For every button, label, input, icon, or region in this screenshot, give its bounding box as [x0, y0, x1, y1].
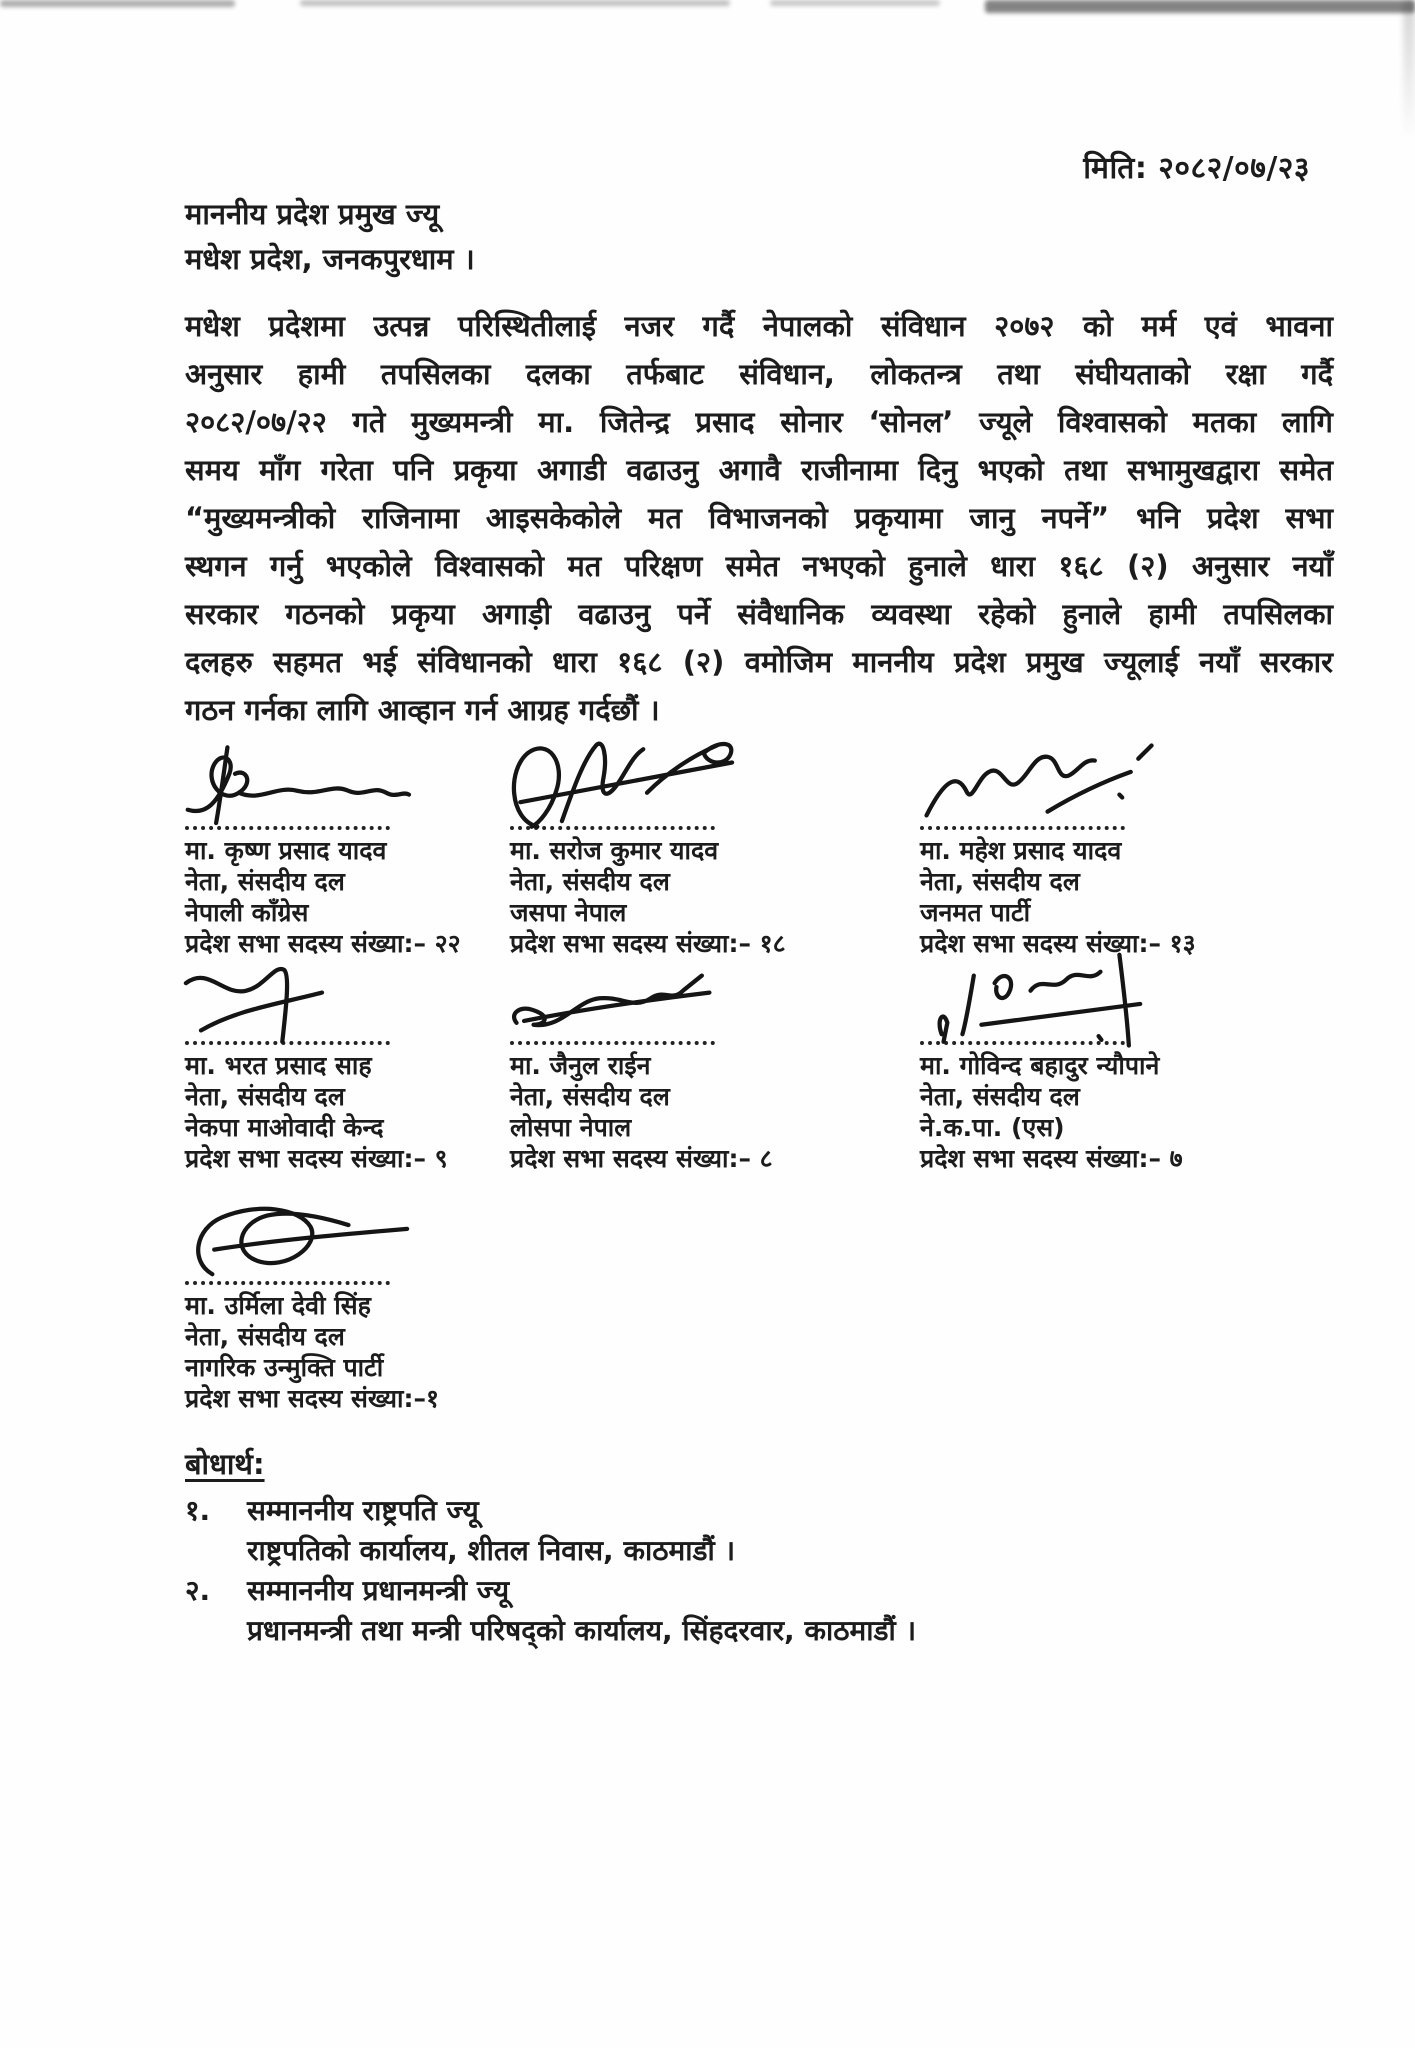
- cc-item-number: २.: [185, 1574, 211, 1607]
- signatory-block-lsp-nepal: [510, 955, 890, 1174]
- scan-artifact: [1403, 0, 1415, 140]
- signature-area: [920, 955, 1300, 1041]
- handwritten-signature-icon: [177, 951, 467, 1055]
- signatory-party: जनमत पार्टी: [920, 898, 1031, 927]
- cc-item-line: सम्माननीय राष्ट्रपति ज्यू: [247, 1494, 479, 1527]
- signatory-seats: प्रदेश सभा सदस्य संख्या:–१: [185, 1384, 439, 1413]
- signatory-name: मा. सरोज कुमार यादव: [510, 836, 719, 865]
- signatory-party: नागरिक उन्मुक्ति पार्टी: [185, 1353, 384, 1382]
- scan-artifact: [0, 0, 235, 7]
- scan-artifact: [985, 0, 1415, 13]
- cc-item: [185, 1491, 916, 1571]
- signature-area: [185, 1195, 565, 1281]
- signatory-seats: प्रदेश सभा सदस्य संख्या:– २२: [185, 929, 461, 958]
- handwritten-signature-icon: [177, 736, 467, 840]
- cc-heading: बोधार्थ:: [185, 1447, 265, 1481]
- signature-area: [510, 740, 890, 826]
- scan-artifact: [300, 0, 730, 6]
- signatory-name: मा. भरत प्रसाद साह: [185, 1051, 372, 1080]
- letter-body: [185, 302, 1333, 734]
- body-line: सरकार गठनको प्रकृया अगाड़ी वढाउनु पर्ने संवैधानिक व्यवस्था रहेको हुनाले हामी तपसिलका: [185, 597, 1333, 631]
- body-line: २०८२/०७/२२ गते मुख्यमन्त्री मा. जितेन्द्र प्रसाद सोनार ‘सोनल’ ज्यूले विश्वासको मतका लागि: [185, 405, 1333, 439]
- body-line: दलहरु सहमत भई संविधानको धारा १६८ (२) वमोजिम माननीय प्रदेश प्रमुख ज्यूलाई नयाँ सरकार: [185, 645, 1333, 679]
- cc-item: [185, 1571, 916, 1651]
- addressee-block: [185, 192, 475, 282]
- signatory-seats: प्रदेश सभा सदस्य संख्या:– ७: [920, 1144, 1183, 1173]
- body-line: अनुसार हामी तपसिलका दलका तर्फबाट संविधान, लोकतन्त्र तथा संघीयताको रक्षा गर्दै: [185, 357, 1333, 391]
- signatory-seats: प्रदेश सभा सदस्य संख्या:– ८: [510, 1144, 773, 1173]
- signatory-role: नेता, संसदीय दल: [920, 867, 1080, 896]
- cc-section: [185, 1444, 916, 1651]
- signatory-role: नेता, संसदीय दल: [510, 1082, 670, 1111]
- addressee-location: मधेश प्रदेश, जनकपुरधाम ।: [185, 242, 475, 276]
- signatory-name: मा. उर्मिला देवी सिंह: [185, 1291, 371, 1320]
- body-line: स्थगन गर्नु भएकोले विश्वासको मत परिक्षण समेत नभएको हुनाले धारा १६८ (२) अनुसार नयाँ: [185, 549, 1333, 583]
- signatory-role: नेता, संसदीय दल: [920, 1082, 1080, 1111]
- signatory-seats: प्रदेश सभा सदस्य संख्या:– १८: [510, 929, 786, 958]
- handwritten-signature-icon: [912, 951, 1202, 1055]
- signatory-role: नेता, संसदीय दल: [185, 867, 345, 896]
- signatory-party: ने.क.पा. (एस): [920, 1113, 1065, 1142]
- signatory-name: मा. जैनुल राईन: [510, 1051, 651, 1080]
- signatory-name: मा. महेश प्रसाद यादव: [920, 836, 1122, 865]
- scan-artifact: [770, 0, 940, 6]
- signatory-name: मा. गोविन्द बहादुर न्यौपाने: [920, 1051, 1160, 1080]
- signatory-party: नेपाली काँग्रेस: [185, 898, 309, 927]
- signatory-seats: प्रदेश सभा सदस्य संख्या:– १३: [920, 929, 1196, 958]
- signatory-role: नेता, संसदीय दल: [510, 867, 670, 896]
- cc-item-line: सम्माननीय प्रधानमन्त्री ज्यू: [247, 1574, 510, 1607]
- signature-area: [510, 955, 890, 1041]
- body-line: मधेश प्रदेशमा उत्पन्न परिस्थितीलाई नजर गर्दै नेपालको संविधान २०७२ को मर्म एवं भावना: [185, 309, 1333, 343]
- handwritten-signature-icon: [912, 736, 1202, 840]
- signatory-block-cpn-s: [920, 955, 1300, 1174]
- cc-item-line: प्रधानमन्त्री तथा मन्त्री परिषद्को कार्यालय, सिंहदरवार, काठमाडौं ।: [247, 1614, 917, 1647]
- signatory-block-nagarik-unmukti: [185, 1195, 565, 1414]
- signatory-party: लोसपा नेपाल: [510, 1113, 632, 1142]
- signature-area: [920, 740, 1300, 826]
- cc-item-line: राष्ट्रपतिको कार्यालय, शीतल निवास, काठमाडौं ।: [247, 1534, 736, 1567]
- cc-item-text: [247, 1491, 735, 1571]
- signatory-name: मा. कृष्ण प्रसाद यादव: [185, 836, 387, 865]
- cc-item-number: १.: [185, 1494, 211, 1527]
- cc-item-text: [247, 1571, 916, 1651]
- signatory-block-janamat-party: [920, 740, 1300, 959]
- signatory-party: नेकपा माओवादी केन्द: [185, 1113, 384, 1142]
- signatory-role: नेता, संसदीय दल: [185, 1322, 345, 1351]
- addressee-title: माननीय प्रदेश प्रमुख ज्यू: [185, 197, 440, 231]
- signatory-seats: प्रदेश सभा सदस्य संख्या:– ९: [185, 1144, 448, 1173]
- body-line: गठन गर्नका लागि आव्हान गर्न आग्रह गर्दछौं ।: [185, 693, 660, 727]
- handwritten-signature-icon: [502, 736, 792, 840]
- letter-date: मिति: २०८२/०७/२३: [1083, 151, 1310, 186]
- signatory-role: नेता, संसदीय दल: [185, 1082, 345, 1111]
- signatory-party: जसपा नेपाल: [510, 898, 627, 927]
- handwritten-signature-icon: [177, 1191, 467, 1295]
- body-line: समय माँग गरेता पनि प्रकृया अगाडी वढाउनु अगावै राजीनामा दिनु भएको तथा सभामुखद्वारा समेत: [185, 453, 1333, 487]
- body-line: “मुख्यमन्त्रीको राजिनामा आइसकेकोले मत विभाजनको प्रकृयामा जानु नपर्ने” भनि प्रदेश सभा: [185, 501, 1333, 535]
- signatory-block-jsp-nepal: [510, 740, 890, 959]
- handwritten-signature-icon: [502, 951, 792, 1055]
